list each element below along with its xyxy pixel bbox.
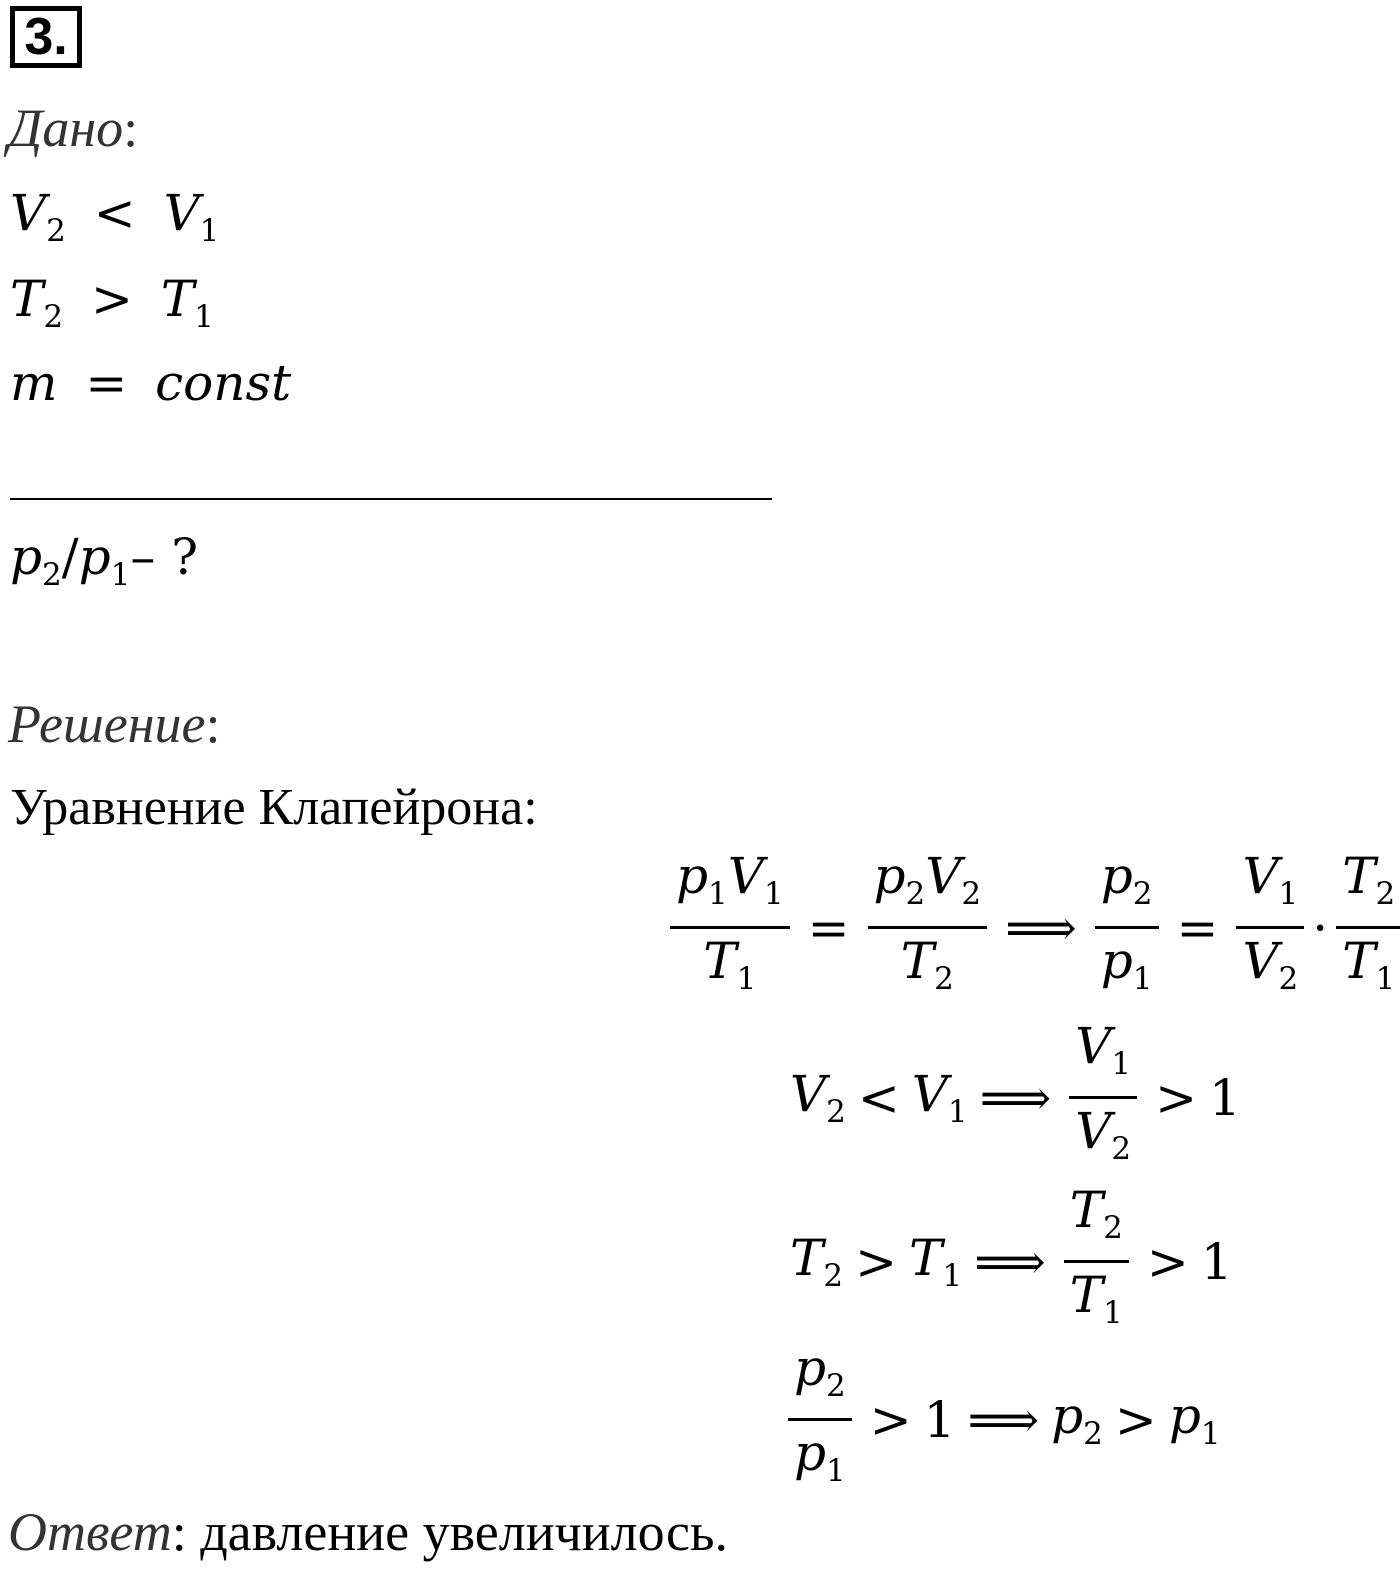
frac-t2-t1: $\frac{T_2}{T_1}$ (1336, 850, 1400, 1006)
find-slash: / (61, 528, 79, 586)
find-p2: p (10, 528, 43, 586)
implies-arrow: ⟹ (967, 1390, 1040, 1449)
cond1-op: < (93, 184, 136, 242)
mass-rhs: const (155, 354, 292, 412)
cond1-a-sub: 2 (46, 212, 66, 249)
cond1-b-sub: 1 (199, 212, 220, 249)
gt-sign: > (1155, 1068, 1198, 1127)
mass-lhs: m (10, 354, 58, 412)
solution-label: Решение (8, 694, 206, 754)
frac-v1-v2: $\frac{V_1}{V_2}$ (1069, 1020, 1137, 1176)
cond1-b: V (163, 184, 200, 242)
given-heading (8, 98, 138, 158)
find-p2-sub: 2 (42, 556, 62, 593)
given-condition-temperature (10, 270, 214, 335)
temperature-inference: $T_2$ > $T_1$ ⟹ $\frac{T_2}{T_1}$ > 1 (790, 1184, 1233, 1340)
solution-colon: : (205, 694, 221, 754)
cond2-op: > (91, 270, 133, 328)
answer-label: Ответ (8, 1502, 172, 1562)
volume-inference: $V_2$ < $V_1$ ⟹ $\frac{V_1}{V_2}$ > 1 (790, 1020, 1241, 1176)
gt-sign: > (855, 1232, 897, 1291)
given-condition-mass (10, 354, 291, 412)
implies-arrow: ⟹ (1005, 898, 1077, 957)
eq-sign: = (807, 898, 850, 957)
gt-sign: > (1114, 1390, 1157, 1449)
cond2-a-sub: 2 (43, 298, 64, 335)
unity: 1 (923, 1390, 956, 1449)
cond2-b: T (160, 270, 195, 328)
frac-p2-p1: $\frac{p_2}{p_1}$ (788, 1342, 852, 1498)
find-expression (10, 528, 198, 593)
gt-sign: > (1146, 1232, 1189, 1291)
find-p1-sub: 1 (110, 556, 131, 593)
frac-p1v1-t1: $\frac{p_1V_1}{T_1}$ (670, 850, 790, 1006)
frac-v1-v2: $\frac{V_1}{V_2}$ (1236, 850, 1304, 1006)
given-colon: : (123, 98, 139, 158)
given-label: Дано (8, 98, 124, 158)
frac-p2v2-t2: $\frac{p_2V_2}{T_2}$ (868, 850, 988, 1006)
cond2-b-sub: 1 (194, 298, 214, 335)
given-divider (10, 498, 772, 500)
pressure-conclusion: $\frac{p_2}{p_1}$ > 1 ⟹ $p_2$ > $p_1$ (782, 1342, 1221, 1498)
cond1-a: V (10, 184, 47, 242)
implies-arrow: ⟹ (974, 1232, 1046, 1291)
implies-arrow: ⟹ (979, 1068, 1052, 1127)
clapeyron-equation (664, 847, 1400, 1006)
solution-intro: Уравнение Клапейрона: (10, 779, 538, 836)
solution-heading (8, 694, 221, 754)
eq-sign: = (1176, 898, 1219, 957)
cond2-a: T (10, 270, 44, 328)
given-condition-volume (10, 184, 219, 249)
dot-operator: · (1312, 898, 1329, 957)
unity: 1 (1209, 1068, 1241, 1127)
answer-text: давление увеличилось. (200, 1502, 729, 1562)
answer-colon: : (171, 1502, 187, 1562)
frac-t2-t1: $\frac{T_2}{T_1}$ (1064, 1184, 1129, 1340)
problem-number: 3. (10, 6, 82, 68)
gt-sign: > (869, 1390, 912, 1449)
lt-sign: < (857, 1068, 900, 1127)
frac-p2-p1: $\frac{p_2}{p_1}$ (1095, 850, 1159, 1006)
find-question: – ? (130, 528, 199, 586)
find-p1: p (78, 528, 111, 586)
mass-op: = (85, 354, 128, 412)
answer-line (8, 1500, 728, 1564)
unity: 1 (1200, 1232, 1233, 1291)
